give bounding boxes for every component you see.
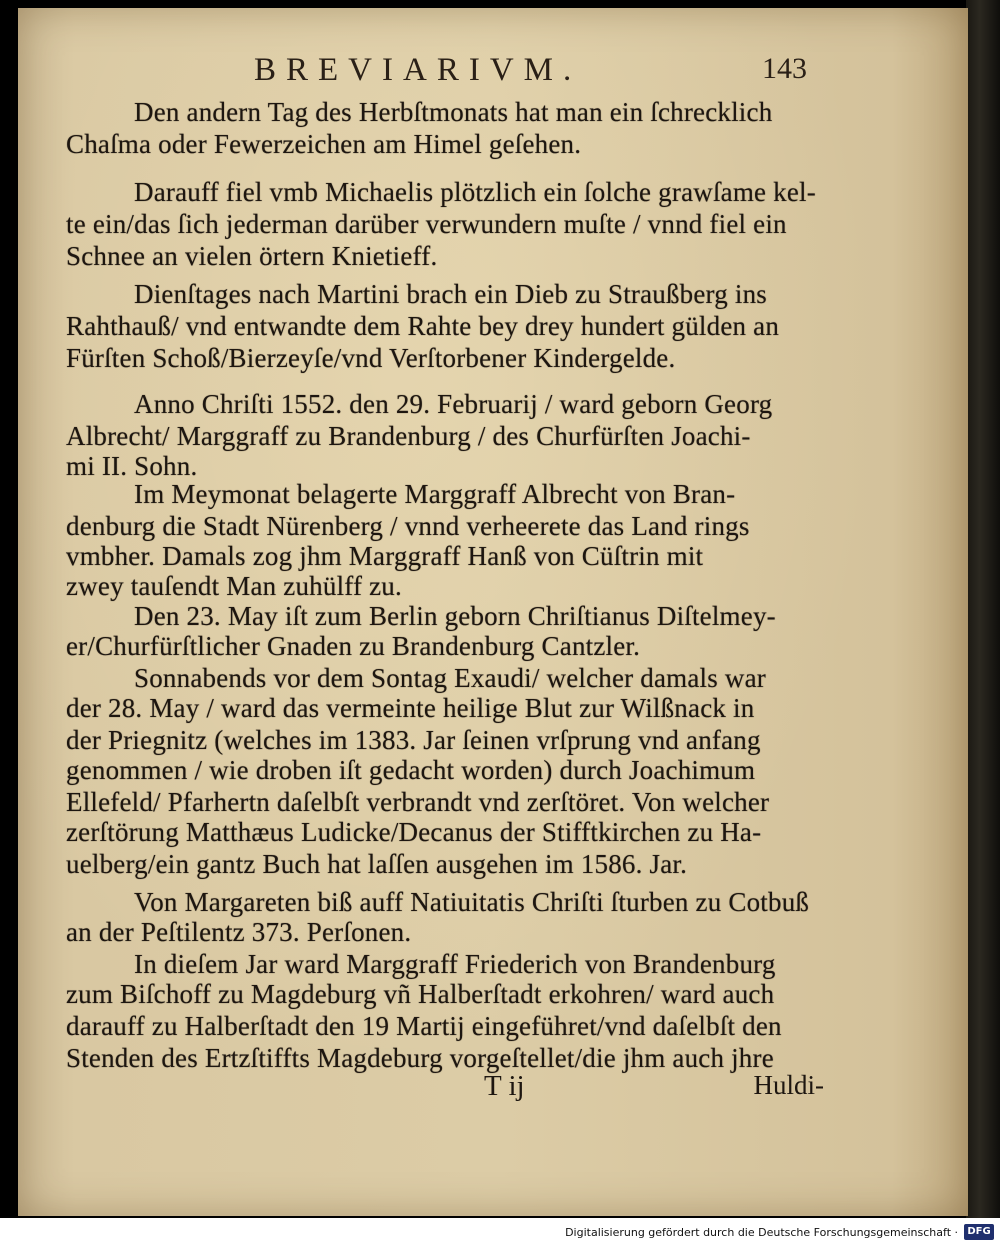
text-line: Dienſtages nach Martini brach ein Dieb zu Straußberg ins [134, 279, 768, 309]
text-line: Rahthauß/ vnd entwandte dem Rahte bey drey hundert gülden an [66, 311, 780, 341]
text-line: mi II. Sohn. [66, 451, 198, 481]
text-line: Chaſma oder Fewerzeichen am Himel geſehen. [66, 129, 582, 159]
text-line: an der Peſtilentz 373. Perſonen. [66, 917, 412, 947]
text-line: Fürſten Schoß/Bierzeyſe/vnd Verſtorbener Kindergelde. [66, 343, 676, 373]
text-line: vmbher. Damals zog jhm Marggraff Hanß von Cüſtrin mit [66, 541, 704, 571]
signature-mark: T ij [484, 1070, 525, 1102]
dfg-credit-text: Digitalisierung gefördert durch die Deutsche Forschungsgemeinschaft · [565, 1226, 958, 1239]
text-line: Ellefeld/ Pfarhertn daſelbſt verbrandt vnd zerſtöret. Von welcher [66, 787, 770, 817]
text-line: Im Meymonat belagerte Marggraff Albrecht von Bran- [134, 479, 736, 509]
text-line: te ein/das ſich jederman darüber verwundern muſte / vnnd fiel ein [66, 209, 787, 239]
text-line: zerſtörung Matthæus Ludicke/Decanus der Stifftkirchen zu Ha- [66, 817, 762, 847]
text-line: Von Margareten biß auff Natiuitatis Chriſti ſturben zu Cotbuß [134, 887, 810, 917]
text-line: der 28. May / ward das vermeinte heilige Blut zur Wilßnack in [66, 693, 755, 723]
text-line: Den 23. May iſt zum Berlin geborn Chriſtianus Diſtelmey- [134, 601, 776, 631]
text-line: darauff zu Halberſtadt den 19 Martij eingeführet/vnd daſelbſt den [66, 1011, 782, 1041]
text-line: denburg die Stadt Nürenberg / vnnd verheerete das Land rings [66, 511, 750, 541]
text-line: Schnee an vielen örtern Knietieff. [66, 241, 438, 271]
credit-bar [0, 1218, 1000, 1247]
catchword: Huldi- [753, 1070, 824, 1100]
text-line: uelberg/ein gantz Buch hat laſſen ausgehen im 1586. Jar. [66, 849, 688, 879]
text-line: Stenden des Ertzſtiffts Magdeburg vorgeſtellet/die jhm auch jhre [66, 1043, 774, 1073]
running-title: BREVIARIVM. [254, 52, 582, 88]
book-page [18, 8, 968, 1216]
text-line: zwey tauſendt Man zuhülff zu. [66, 571, 402, 601]
text-line: Den andern Tag des Herbſtmonats hat man ein ſchrecklich [134, 97, 773, 127]
text-line: genommen / wie droben iſt gedacht worden) durch Joachimum [66, 755, 756, 785]
text-line: Albrecht/ Marggraff zu Brandenburg / des Churfürſten Joachi- [66, 421, 751, 451]
page-foot [484, 1070, 824, 1106]
text-line: Anno Chriſti 1552. den 29. Februarij / ward geborn Georg [134, 389, 773, 419]
text-line: Darauff fiel vmb Michaelis plötzlich ein ſolche grawſame kel- [134, 177, 816, 207]
text-line: der Priegnitz (welches im 1383. Jar ſeinen vrſprung vnd anfang [66, 725, 761, 755]
dfg-logo: DFG [964, 1224, 994, 1240]
page-number: 143 [762, 52, 807, 85]
text-line: Sonnabends vor dem Sontag Exaudi/ welcher damals war [134, 663, 766, 693]
text-line: zum Biſchoff zu Magdeburg vñ Halberſtadt erkohren/ ward auch [66, 979, 775, 1009]
text-line: In dieſem Jar ward Marggraff Friederich von Brandenburg [134, 949, 776, 979]
book-edge [966, 0, 1000, 1218]
text-line: er/Churfürſtlicher Gnaden zu Brandenburg Cantzler. [66, 631, 641, 661]
